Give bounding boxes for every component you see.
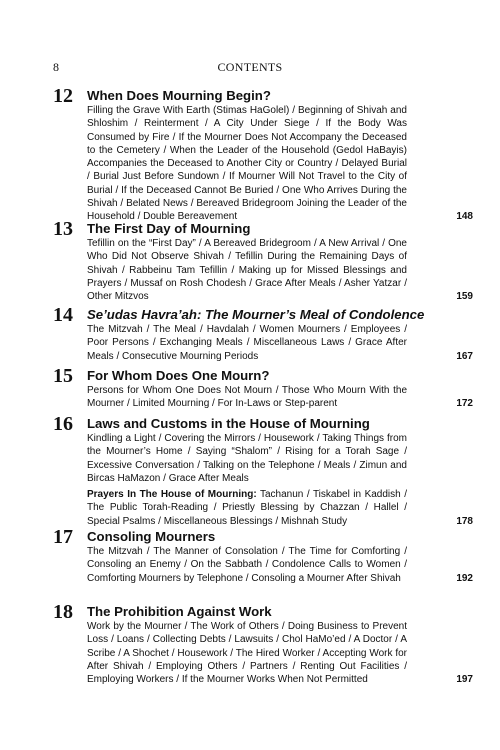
chapter-topics: The Mitzvah / The Manner of Consolation / The Time for Comforting / Consoling an Enemy / On the Sabbath / Condolence Calls to Women / Comforting Mourners by Telephone / Consoling a Mourner After Shivah — [87, 546, 407, 584]
chapter-title: The Prohibition Against Work — [87, 604, 272, 619]
chapter-entry-18[interactable] — [53, 601, 473, 686]
chapter-topics: The Mitzvah / The Meal / Havdalah / Women Mourners / Employees / Poor Persons / Exchanging Meals / Miscellaneous Laws / Grace After Meals / Consecutive Mourning Periods — [87, 324, 407, 362]
chapter-title: Laws and Customs in the House of Mourning — [87, 416, 370, 431]
chapter-entry-13[interactable] — [53, 218, 473, 303]
chapter-page-number: 148 — [456, 211, 473, 223]
chapter-title: The First Day of Mourning — [87, 221, 251, 236]
chapter-page-number: 197 — [456, 674, 473, 686]
chapter-number: 13 — [53, 218, 73, 240]
chapter-entry-15[interactable] — [53, 365, 473, 411]
chapter-entry-14[interactable] — [53, 304, 473, 363]
chapter-title-text: Se’udas Havra’ah: The Mourner’s Meal of Condolence — [87, 307, 425, 322]
chapter-topics: Work by the Mourner / The Work of Others / Doing Business to Prevent Loss / Loans / Collecting Debts / Lawsuits / Chol HaMo’ed / A Doctor / A Scribe / A Shochet / Housework / The Hired Worker / Accepting Work for After Shivah / Employing Others / Partners / Renting Out Facilities / Employing Workers / If the Mourner Works When Not Permitted — [87, 621, 407, 686]
chapter-topics: Persons for Whom One Does Not Mourn / Those Who Mourn With the Mourner / Limited Mourning / For In-Laws or Step-parent — [87, 385, 407, 410]
chapter-entry-17[interactable] — [53, 526, 473, 585]
chapter-number: 18 — [53, 601, 73, 623]
running-title: CONTENTS — [217, 60, 283, 74]
chapter-topics: Tefillin on the “First Day” / A Bereaved Bridegroom / A New Arrival / One Who Did Not Observe Shivah / Tefillin During the Remaining Days of Shivah / Rabbeinu Tam Tefillin / Making up for Missed Blessings and Prayers / Mussaf on Rosh Chodesh / Grace After Meals / Asher Yatzar / Other Mitzvos — [87, 238, 407, 303]
chapter-title: For Whom Does One Mourn? — [87, 368, 270, 383]
subsection-topics: Tachanun / Tiskabel in Kaddish / The Public Torah-Reading / Priestly Blessing by Chazzan / Hallel / Special Psalms / Miscellaneous Blessings / Mishnah Study — [87, 489, 407, 527]
running-head — [53, 60, 447, 76]
chapter-entry-16[interactable] — [53, 413, 473, 528]
chapter-title — [87, 307, 425, 323]
chapter-page-number: 172 — [456, 398, 473, 410]
chapter-topics: Filling the Grave With Earth (Stimas HaGolel) / Beginning of Shivah and Shloshim / Reinterment / A City Under Siege / If the Body Was Consumed by Fire / If the Mourner Does Not Accompany the Deceased to the Cemetery / When the Leader of the Household (Gedol HaBayis) Accompanies the Deceased to Another City or Country / Delayed Burial / Burial Just Before Sundown / If Mourner Will Not Travel to the City of Burial / If the Deceased Cannot Be Buried / One Who Arrives During the Shivah / Belated News / Bereaved Bridegroom Joining the Leader of the Household / Double Bereavement — [87, 105, 407, 223]
chapter-number: 16 — [53, 413, 73, 435]
chapter-topics: Kindling a Light / Covering the Mirrors / Housework / Taking Things from the Mourner’s Home / Saying “Shalom” / Rising for a Torah Sage / Excessive Conversation / Talking on the Telephone / Meals / Zimun and Bircas HaMazon / Grace After Meals — [87, 433, 407, 484]
page-number: 8 — [53, 60, 59, 74]
chapter-number: 17 — [53, 526, 73, 548]
subsection-label: Prayers In The House of Mourning: — [87, 489, 257, 501]
chapter-number: 12 — [53, 85, 73, 107]
chapter-page-number: 167 — [456, 350, 473, 362]
chapter-page-number: 159 — [456, 291, 473, 303]
chapter-subsection — [87, 488, 407, 528]
chapter-page-number: 192 — [456, 572, 473, 584]
chapter-number: 14 — [53, 304, 73, 326]
chapter-title: Consoling Mourners — [87, 529, 216, 544]
chapter-page-number: 178 — [456, 515, 473, 527]
chapter-title: When Does Mourning Begin? — [87, 88, 271, 103]
chapter-number: 15 — [53, 365, 73, 387]
chapter-entry-12[interactable] — [53, 85, 473, 224]
